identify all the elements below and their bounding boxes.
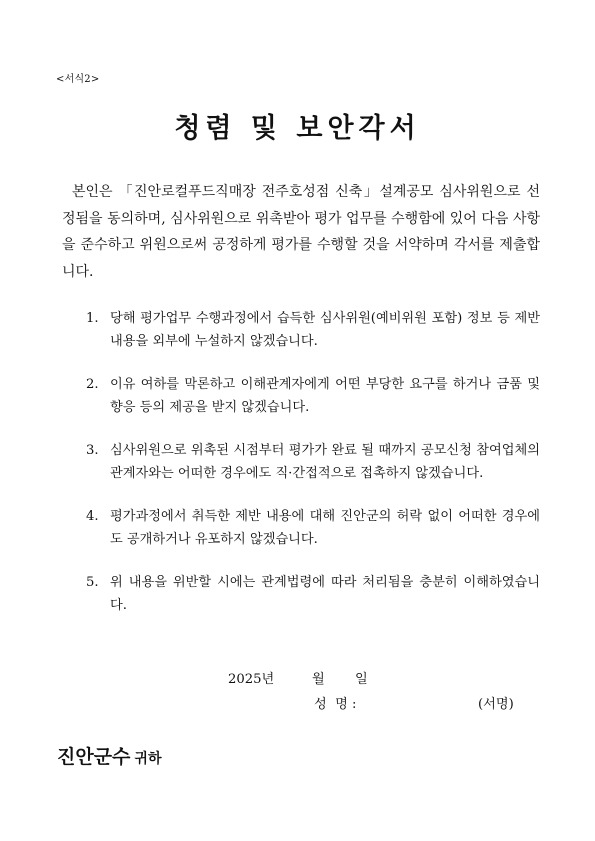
pledge-number: 3. xyxy=(86,443,99,458)
date-month: 월 xyxy=(312,672,325,687)
intro-paragraph: 본인은 「진안로컬푸드직매장 전주호성점 신축」설계공모 심사위원으로 선정됨을 동의하며, 심사위원으로 위촉받아 평가 업무를 수행함에 있어 다음 사항을 준수하고 위원으로써 공정하게 평가를 수행할 것을 서약하며 각서를 제출합니다. xyxy=(62,184,540,280)
pledge-text: 심사위원으로 위촉된 시점부터 평가가 완료 될 때까지 공모신청 참여업체의 관계자와는 어떠한 경우에도 직·간접적으로 접촉하지 않겠습니다. xyxy=(110,443,540,481)
date-day: 일 xyxy=(355,672,368,687)
addressee-name: 진안군수 xyxy=(57,746,131,768)
date-year: 2025년 xyxy=(228,672,275,687)
pledge-list xyxy=(86,307,540,637)
pledge-item-4 xyxy=(86,505,540,551)
addressee xyxy=(57,742,161,769)
form-number: <서식2> xyxy=(56,74,100,85)
signature-mark: (서명) xyxy=(478,697,514,712)
signature-label: 성 명 : xyxy=(314,697,357,712)
pledge-text: 당해 평가업무 수행과정에서 습득한 심사위원(예비위원 포함) 정보 등 제반 내용을 외부에 누설하지 않겠습니다. xyxy=(110,311,540,349)
pledge-number: 2. xyxy=(86,377,99,392)
pledge-text: 위 내용을 위반할 시에는 관계법령에 따라 처리됨을 충분히 이해하였습니다. xyxy=(110,575,540,613)
pledge-text: 평가과정에서 취득한 제반 내용에 대해 진안군의 허락 없이 어떠한 경우에도 공개하거나 유포하지 않겠습니다. xyxy=(110,509,540,547)
pledge-item-3 xyxy=(86,439,540,485)
pledge-number: 5. xyxy=(86,575,99,590)
pledge-item-1 xyxy=(86,307,540,353)
pledge-number: 1. xyxy=(86,311,99,326)
pledge-number: 4. xyxy=(86,509,99,524)
addressee-suffix: 귀하 xyxy=(134,751,162,767)
pledge-item-5 xyxy=(86,571,540,617)
document-title: 청렴 및 보안각서 xyxy=(174,113,421,144)
pledge-text: 이유 여하를 막론하고 이해관계자에게 어떤 부당한 요구를 하거나 금품 및 향응 등의 제공을 받지 않겠습니다. xyxy=(110,377,540,415)
pledge-item-2 xyxy=(86,373,540,419)
